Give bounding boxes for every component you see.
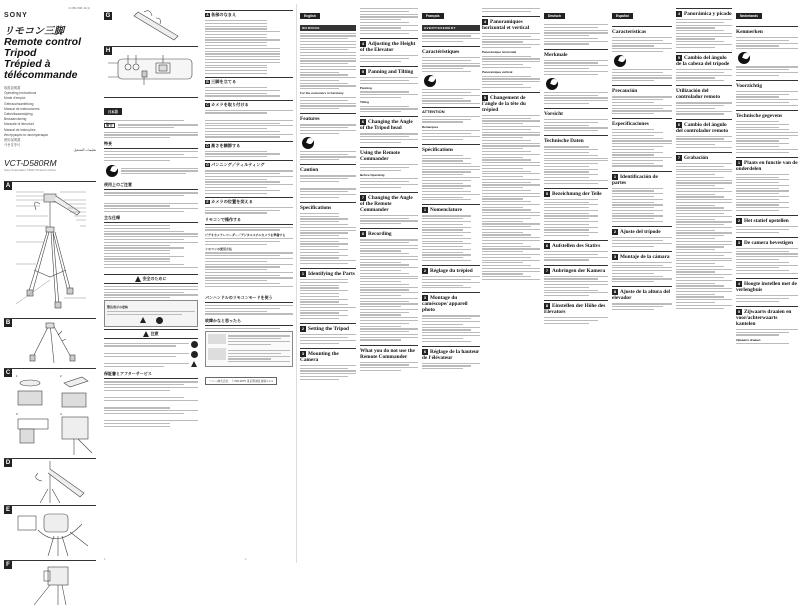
figure-a — [4, 181, 96, 318]
heading-not-using-remote: What you do not use the Remote Commander — [360, 345, 418, 360]
heading-panoramiques: 4 Panoramiques horizontal et vertical — [482, 16, 540, 31]
heading-ajuste-altura: 8 Ajuste de la altura del elevador — [612, 286, 672, 301]
pan-vertical-label: Panoramique vertical — [482, 69, 513, 74]
heading-mount-ja: C カメラを取り付ける — [205, 100, 293, 108]
step-1: 1 — [16, 373, 18, 378]
heading-pan-ja: G パンニング／ティルティング — [205, 160, 293, 168]
language-item: 사용설명서 — [4, 143, 20, 148]
heading-hoehe: 8 Einstellen der Höhe des Elevators — [544, 300, 608, 315]
heading-adjust-height: 4 Adjusting the Height of the Elevator — [360, 38, 418, 53]
heading-grabacion: 7 Grabación — [676, 152, 732, 161]
heading-trouble-ja: 故障かなと思ったら — [205, 318, 293, 326]
heading-identificacion: 1 Identificación de partes — [612, 171, 672, 186]
copyright: Sony Corporation ©2007 Printed in China — [4, 167, 56, 172]
language-tab-french: Français — [422, 13, 444, 19]
figure-d-label: D — [5, 459, 11, 466]
safety-notice-box: 警告表示の意味 — [104, 300, 198, 327]
heading-camera-bevestigen: 3 De camera bevestigen — [736, 237, 798, 246]
language-item: Инструкция по эксплуатации — [4, 132, 48, 137]
caution-triangle-icon — [143, 331, 149, 337]
sony-logo: SONY — [4, 12, 28, 19]
language-item: Operating Instructions — [4, 91, 37, 96]
english-column-2 — [360, 4, 418, 564]
figure-a-label: A — [5, 182, 11, 189]
heading-setup-ja: B 三脚を立てる — [205, 77, 293, 85]
remote-prep-subheading: ビデオカメラレコーダー／デジタルスチルカメラを準備する — [205, 232, 286, 237]
prohibited-icon — [191, 341, 198, 348]
warning-triangle-icon — [135, 276, 141, 282]
tripod-legs-diagram-icon — [4, 319, 96, 367]
remarques-label: Remarques — [422, 124, 439, 129]
title-japanese: リモコン三脚 — [4, 26, 64, 37]
heading-kenmerken: Kenmerken — [736, 26, 798, 35]
japanese-tab-bar — [104, 97, 198, 98]
heading-technische-daten: Technische Daten — [544, 135, 608, 144]
hazard-icon — [191, 361, 197, 367]
eco-logo-icon — [106, 165, 118, 177]
figure-g-label: G — [105, 13, 111, 19]
heading-montage: 3 Montage du caméscope/ appareil photo — [422, 292, 480, 313]
figure-c-label: C — [5, 369, 11, 376]
mandatory-icon — [191, 351, 198, 358]
language-item: Gebruiksaanwijzing — [4, 112, 33, 117]
heading-change-angle-head: 6 Changing the Angle of the Tripod head — [360, 116, 418, 131]
page-number: 1 — [104, 558, 106, 561]
figure-f — [4, 560, 96, 608]
japanese-column-2 — [205, 4, 293, 564]
figure-c — [4, 368, 96, 458]
heading-specifications: Specifications — [300, 202, 356, 211]
heading-handle-ja: パンハンドルのリモコンモードを使う — [205, 295, 293, 303]
heading-technische-gegevens: Technische gegevens — [736, 110, 798, 119]
heading-recording: 8 Recording — [360, 228, 418, 237]
remote-commander-diagram-icon — [104, 47, 198, 90]
troubleshooting-table — [205, 331, 293, 367]
safety-heading: 安全のために — [104, 274, 198, 284]
language-item: Manual de instrucciones — [4, 106, 40, 111]
title-english: Remote control Tripod — [4, 36, 82, 59]
language-item: Manual de instruções — [4, 127, 36, 132]
spanish-column-1 — [612, 4, 672, 564]
heading-mounting-camera: 3 Mounting the Camera — [300, 348, 356, 363]
heading-cambio-angulo-controlador: 6 Cambio del ángulo del controlador remoto — [676, 119, 732, 134]
heading-bezeichnung: 5 Bezeichnung der Teile — [544, 188, 608, 197]
heading-vorsicht: Vorsicht — [544, 108, 608, 117]
language-tab-german: Deutsch — [544, 13, 565, 19]
language-item: تعليمات التشغيل — [73, 148, 96, 153]
tilting-label: Tilting — [360, 100, 369, 105]
warning-bar-french: AVERTISSEMENT — [422, 25, 480, 31]
heading-specs-ja: 主な仕様 — [104, 215, 198, 223]
pan-horizontal-label: Panoramique horizontal — [482, 50, 517, 55]
tripod-diagram-icon — [4, 182, 96, 317]
eco-logo-icon — [424, 75, 436, 87]
heading-parts-ja: A 各部のなまえ — [205, 10, 293, 18]
japanese-column-1 — [104, 4, 198, 564]
heading-changement-angle: 5 Changement de l'angle de la tête du trépied — [482, 92, 540, 113]
remote-usage-subheading: リモコンの使用方法 — [205, 246, 233, 251]
heading-hoogte-instellen: 4 Hoogte instellen met de verlengbuis — [736, 278, 798, 293]
heading-voorzichtig: Voorzichtig — [736, 80, 798, 89]
heading-precautions-ja: 使用上のご注意 — [104, 182, 198, 190]
germany-note-label: For the customers in Germany — [300, 91, 344, 96]
eco-logo-icon — [614, 55, 626, 67]
heading-especificaciones: Especificaciones — [612, 118, 672, 127]
figure-g — [104, 4, 198, 44]
figure-e-label: E — [5, 506, 10, 513]
heading-utilizacion-controlador: Utilización del controlador remoto — [676, 85, 732, 100]
german-column — [544, 4, 608, 564]
heading-merkmale: Merkmale — [544, 49, 608, 58]
french-column-1 — [422, 4, 480, 564]
heading-panning-tilting: 5 Panning and Tilting — [360, 66, 418, 75]
figure-d — [4, 458, 96, 505]
eco-logo-icon — [302, 137, 314, 149]
heading-using-remote: Using the Remote Commander — [360, 147, 418, 162]
heading-aufstellen: 6 Aufstellen des Stativs — [544, 240, 608, 249]
zijwaarts-label: Zijwaarts draaien — [736, 337, 761, 342]
heading-precaucion: Precaución — [612, 85, 672, 94]
angle-change-diagram-icon — [4, 506, 96, 559]
step-2: 2 — [60, 373, 62, 378]
height-adjust-diagram-icon — [4, 459, 96, 504]
heading-service-ja: 保証書とアフターサービス — [104, 371, 198, 379]
heading-remote-ja: リモコンで操作する — [205, 217, 293, 225]
language-tab-english: English — [300, 13, 320, 19]
before-operating-label: Before Operating — [360, 172, 385, 177]
spanish-column-2 — [676, 4, 732, 564]
caution-heading: 注意 — [104, 329, 198, 339]
language-item: 取扱説明書 — [4, 86, 21, 90]
heading-reglage-hauteur: 6 Réglage de la hauteur de l'élévateur — [422, 346, 480, 361]
heading-change-angle-remote: 7 Changing the Angle of the Remote Commander — [360, 192, 418, 213]
heading-specifications-fr: Spécifications — [422, 144, 480, 153]
eco-logo-icon — [546, 78, 558, 90]
heading-plaats-functie: 1 Plaats en functie van de onderdelen — [736, 157, 798, 172]
heading-attention: ATTENTION — [422, 107, 480, 114]
heading-cambio-angulo: 5 Cambio del ángulo de la cabeza del trípode — [676, 52, 732, 67]
language-item: Gebrauchsanleitung — [4, 101, 34, 106]
heading-features: Features — [300, 113, 356, 122]
eco-logo-icon — [738, 52, 750, 64]
heading-ajuste-tripode: 2 Ajuste del trípode — [612, 226, 672, 235]
language-item: 使用說明書 — [4, 138, 21, 143]
caution-symbol-icon — [140, 317, 146, 323]
heading-caracteristiques: Caractéristiques — [422, 46, 480, 55]
remote-recording-diagram-icon — [4, 561, 96, 607]
heading-nomenclature: 1 Nomenclature — [422, 204, 480, 213]
column-divider — [296, 4, 297, 563]
heading-setting-tripod: 2 Setting the Tripod — [300, 323, 356, 332]
language-tab-spanish: Español — [612, 13, 633, 19]
figure-e — [4, 505, 96, 560]
french-column-2 — [482, 4, 540, 564]
heading-montaje-camara: 3 Montaje de la cámara — [612, 251, 672, 260]
heading-panoramica: 4 Panorámica y picado — [676, 8, 732, 17]
figure-b — [4, 318, 96, 368]
panning-label: Panning — [360, 85, 372, 90]
cover-column — [4, 4, 96, 568]
heading-anbringen: 7 Anbringen der Kamera — [544, 265, 608, 274]
warning-bar-english: WARNING — [300, 25, 356, 31]
figure-h — [104, 46, 198, 91]
title-french: Trépied à télécommande — [4, 58, 78, 81]
prohibition-symbol-icon — [156, 317, 163, 324]
page-number: 2 — [245, 558, 247, 561]
language-tab-dutch: Nederlands — [736, 13, 762, 19]
language-item: Manuale di istruzioni — [4, 122, 35, 127]
figure-b-label: B — [5, 319, 11, 326]
language-item: Bruksanvisning — [4, 117, 27, 122]
step-3: 3 — [16, 411, 18, 416]
heading-height-ja: D 高さを調節する — [205, 141, 293, 149]
heading-statief-opstellen: 2 Het statief opstellen — [736, 215, 798, 224]
model-number: VCT-D580RM — [4, 157, 57, 168]
step-4: 4 — [60, 411, 62, 416]
heading-features-ja: 特長 — [104, 141, 198, 149]
heading-zijwaarts-draaien: 5 Zijwaarts draaien en voor/achterwaarts kantelen — [736, 306, 798, 327]
heading-angle-ja: E カメラの位置を変える — [205, 197, 293, 205]
heading-caution: Caution — [300, 164, 356, 173]
english-column-1 — [300, 4, 356, 564]
language-list — [4, 86, 96, 154]
language-tab-japanese: 日本語 — [104, 108, 122, 115]
warning-badge: 警告 — [106, 122, 113, 127]
figure-f-label: F — [4, 561, 12, 569]
figure-h-label: H — [105, 48, 111, 54]
heading-caracteristicas: Características — [612, 26, 672, 35]
pan-handle-diagram-icon — [104, 6, 198, 44]
heading-identifying-parts: 1 Identifying the Parts — [300, 268, 356, 277]
language-item: Mode d'emploi — [4, 96, 26, 101]
camera-mount-steps-icon — [4, 369, 96, 457]
part-code: 3-080-808-11(1) — [68, 6, 90, 10]
contact-footer: ソニー株式会社 〒108-0075 東京都港区港南1-7-1 — [205, 377, 277, 385]
heading-reglage-trepied: 2 Réglage du trépied — [422, 265, 480, 274]
dutch-column — [736, 4, 798, 564]
